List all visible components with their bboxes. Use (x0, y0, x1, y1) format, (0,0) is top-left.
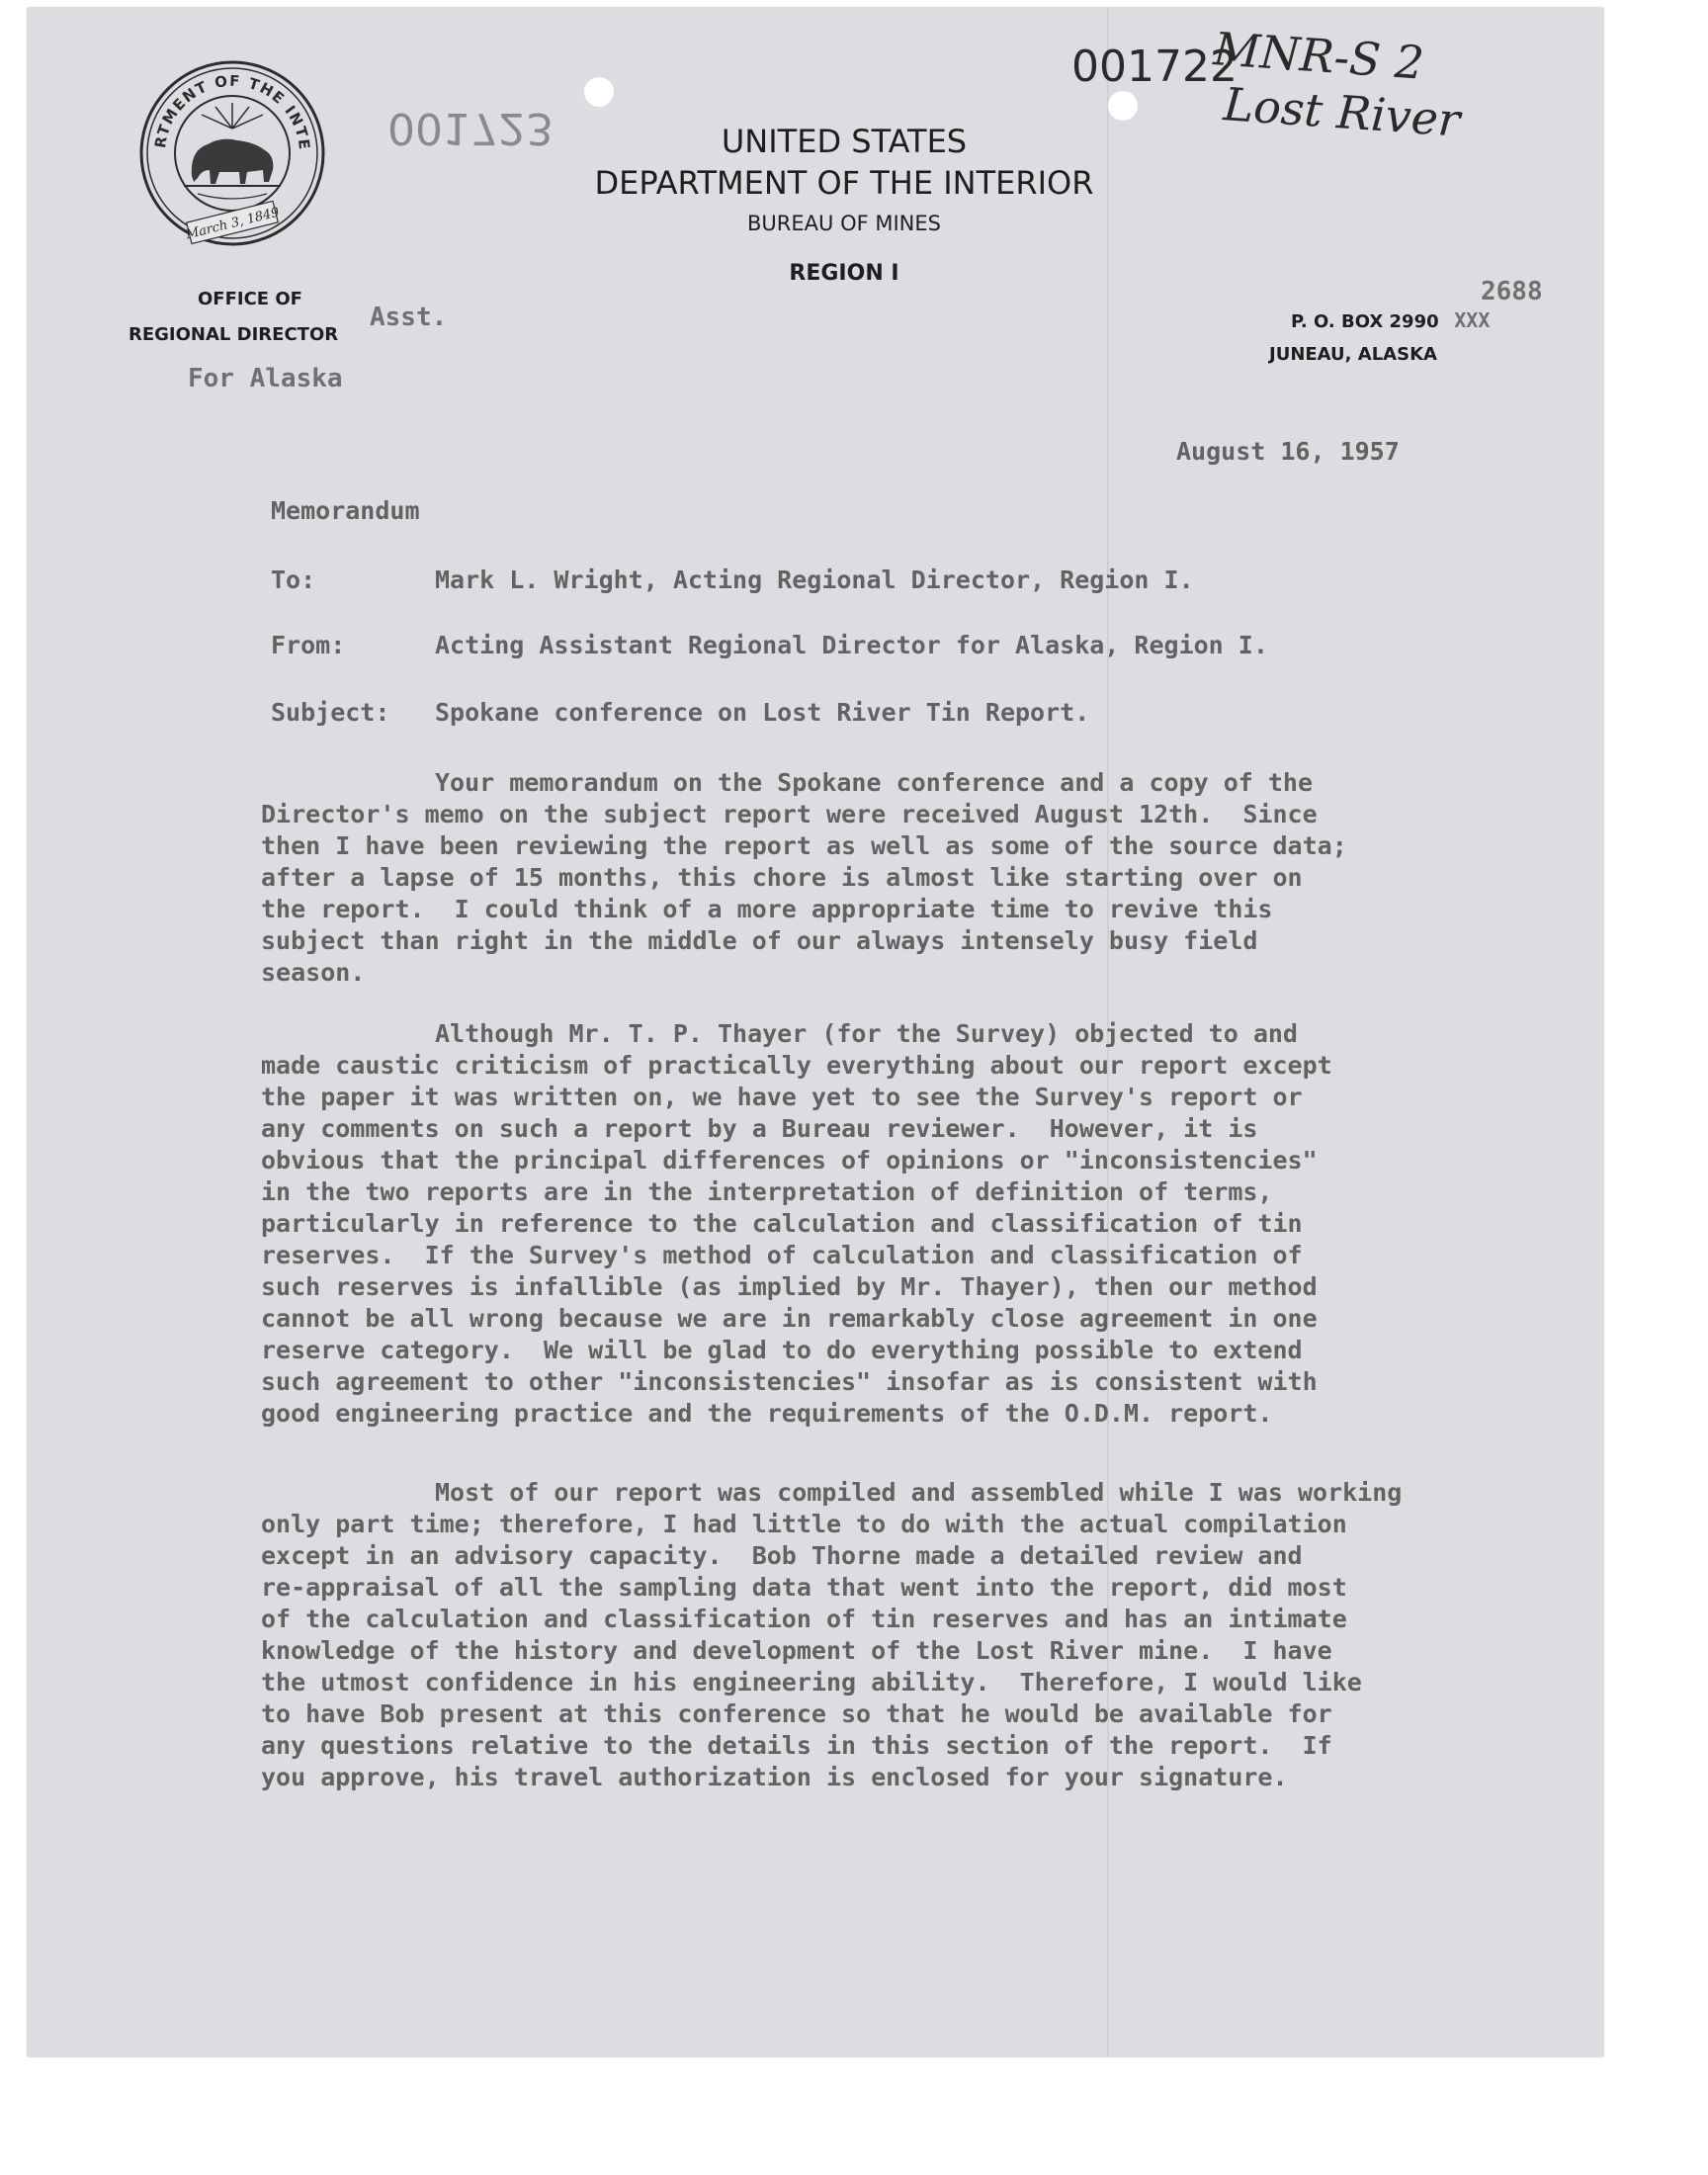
body-paragraph-2 (261, 1018, 1487, 1430)
from-label: From: (271, 631, 346, 659)
body-line: such agreement to other "inconsistencies" insofar as is consistent with (261, 1367, 1318, 1396)
body-line: subject than right in the middle of our always intensely busy field (261, 926, 1258, 955)
body-line: the paper it was written on, we have yet to see the Survey's report or (261, 1083, 1303, 1111)
body-line: good engineering practice and the requirements of the O.D.M. report. (261, 1399, 1273, 1428)
po-box: P. O. BOX 2990 (1291, 311, 1439, 332)
office-typed-suffix: For Alaska (188, 364, 343, 393)
to-label: To: (271, 566, 316, 594)
office-label: OFFICE OF (198, 289, 302, 309)
from-value: Acting Assistant Regional Director for Alaska, Region I. (435, 631, 1268, 659)
body-line: of the calculation and classification of tin reserves and has an intimate (261, 1605, 1347, 1633)
stamp-number: 001722 (1071, 42, 1238, 92)
seal-date: March 3, 1849 (184, 205, 282, 243)
body-line: particularly in reference to the calculation and classification of tin (261, 1209, 1303, 1238)
po-box-line (1291, 308, 1490, 332)
body-line: such reserves is infallible (as implied by Mr. Thayer), then our method (261, 1272, 1318, 1301)
body-line: Director's memo on the subject report were received August 12th. Since (261, 800, 1318, 828)
body-line: knowledge of the history and development of the Lost River mine. I have (261, 1636, 1332, 1665)
body-line: the utmost confidence in his engineering ability. Therefore, I would like (261, 1668, 1362, 1696)
letterhead-bureau: BUREAU OF MINES (747, 212, 941, 235)
body-paragraph-3 (261, 1477, 1487, 1793)
office-typed-insert: Asst. (370, 303, 448, 332)
body-line: obvious that the principal differences of opinions or "inconsistencies" (261, 1146, 1318, 1174)
subject-label: Subject: (271, 698, 390, 727)
body-line: Your memorandum on the Spokane conference and a copy of the (435, 768, 1314, 797)
body-line: Although Mr. T. P. Thayer (for the Survey) objected to and (435, 1019, 1298, 1048)
body-line: any questions relative to the details in this section of the report. If (261, 1731, 1332, 1760)
po-box-struck: XXX (1454, 308, 1491, 332)
body-paragraph-1 (261, 767, 1487, 989)
body-line: to have Bob present at this conference so that he would be available for (261, 1699, 1332, 1728)
body-line: re-appraisal of all the sampling data that went into the report, did most (261, 1573, 1347, 1602)
subject-value: Spokane conference on Lost River Tin Report. (435, 698, 1090, 727)
body-line: reserve category. We will be glad to do everything possible to extend (261, 1336, 1303, 1364)
city-line: JUNEAU, ALASKA (1269, 344, 1437, 365)
to-value: Mark L. Wright, Acting Regional Director, Region I. (435, 566, 1194, 594)
body-line: except in an advisory capacity. Bob Thorne made a detailed review and (261, 1541, 1303, 1570)
body-line: reserves. If the Survey's method of calculation and classification of (261, 1241, 1303, 1269)
office-title: REGIONAL DIRECTOR (128, 324, 339, 345)
punch-hole-left (584, 77, 614, 107)
handwritten-file-code: MNR-S 2 (1212, 22, 1426, 90)
memo-page (28, 8, 1603, 2056)
po-box-typed-number: 2688 (1481, 277, 1543, 306)
body-line: Most of our report was compiled and assembled while I was working (435, 1478, 1403, 1507)
mirrored-stamp-number: 001723 (387, 103, 554, 153)
letterhead-region: REGION I (789, 261, 899, 286)
body-line: in the two reports are in the interpretation of definition of terms, (261, 1177, 1273, 1206)
body-line: cannot be all wrong because we are in remarkably close agreement in one (261, 1304, 1318, 1333)
letterhead-country: UNITED STATES (721, 123, 968, 160)
memo-type: Memorandum (271, 496, 420, 525)
body-line: season. (261, 958, 366, 987)
letterhead-department: DEPARTMENT OF THE INTERIOR (594, 164, 1094, 202)
handwritten-subject: Lost River (1222, 77, 1462, 147)
memo-date: August 16, 1957 (1176, 437, 1400, 466)
body-line: then I have been reviewing the report as well as some of the source data; (261, 831, 1347, 860)
body-line: only part time; therefore, I had little to do with the actual compilation (261, 1510, 1347, 1538)
body-line: you approve, his travel authorization is enclosed for your signature. (261, 1763, 1288, 1791)
body-line: made caustic criticism of practically everything about our report except (261, 1051, 1332, 1080)
punch-hole-right (1108, 91, 1138, 121)
body-line: the report. I could think of a more appropriate time to revive this (261, 895, 1273, 923)
seal-ring-text: RTMENT OF THE INTE (151, 71, 314, 152)
body-line: any comments on such a report by a Bureau reviewer. However, it is (261, 1114, 1258, 1143)
body-line: after a lapse of 15 months, this chore is almost like starting over on (261, 863, 1303, 892)
